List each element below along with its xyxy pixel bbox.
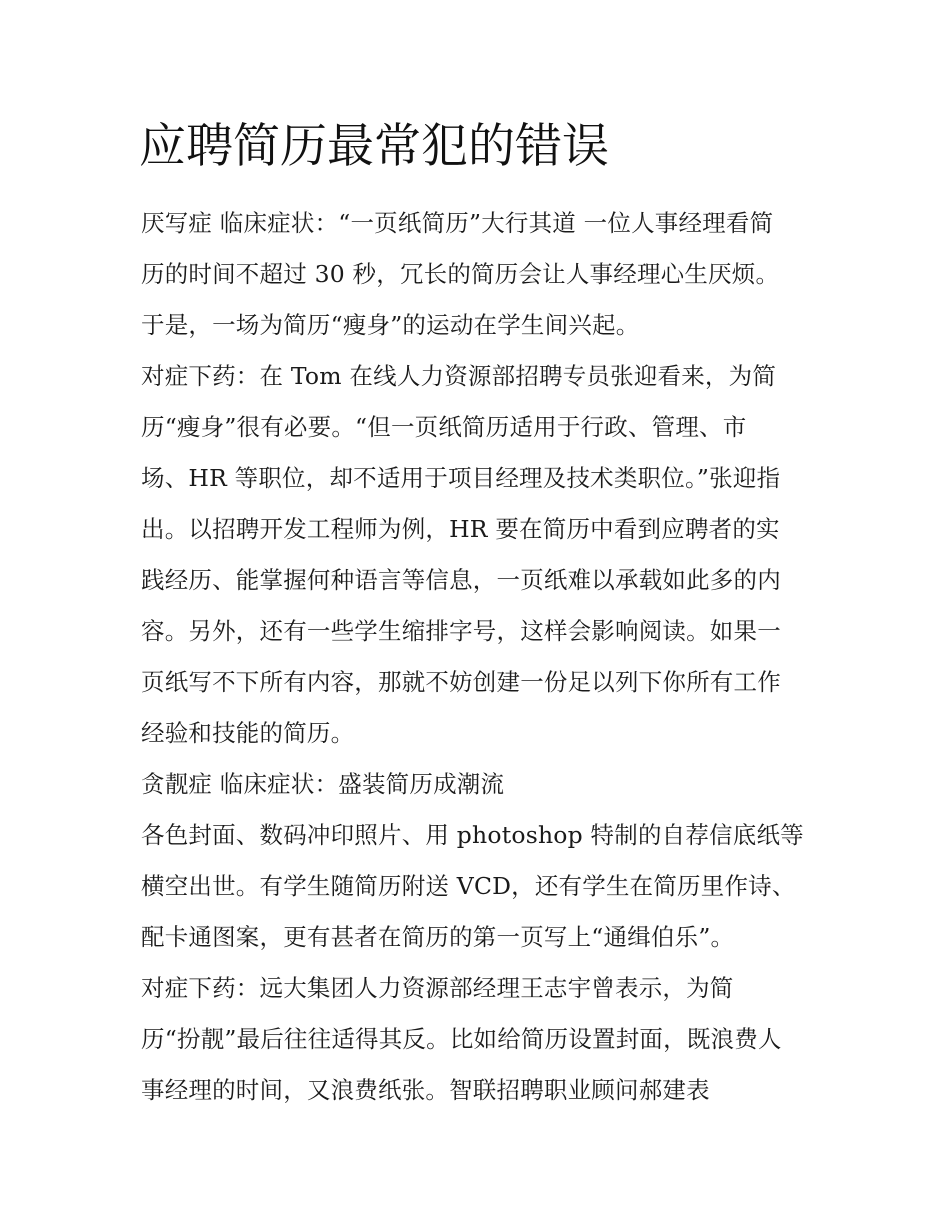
document-title: 应聘简历最常犯的错误: [139, 119, 609, 174]
body-line: 贪靓症 临床症状：盛装简历成潮流: [141, 770, 505, 798]
body-line: 于是，一场为简历“瘦身”的运动在学生间兴起。: [141, 311, 640, 339]
body-line: 配卡通图案，更有甚者在简历的第一页写上“通缉伯乐”。: [141, 923, 735, 951]
body-line: 践经历、能掌握何种语言等信息，一页纸难以承载如此多的内: [141, 566, 781, 594]
body-line: 历“扮靓”最后往往适得其反。比如给简历设置封面，既浪费人: [141, 1025, 782, 1053]
body-line: 场、HR 等职位，却不适用于项目经理及技术类职位。”张迎指: [141, 464, 781, 492]
body-line: 对症下药：在 Tom 在线人力资源部招聘专员张迎看来，为简: [141, 362, 777, 390]
body-line: 各色封面、数码冲印照片、用 photoshop 特制的自荐信底纸等: [141, 821, 804, 849]
body-line: 经验和技能的简历。: [141, 719, 355, 747]
body-line: 页纸写不下所有内容，那就不妨创建一份足以列下你所有工作: [141, 668, 781, 696]
document-body: [141, 198, 821, 1116]
body-line: 出。以招聘开发工程师为例，HR 要在简历中看到应聘者的实: [141, 515, 780, 543]
body-line: 厌写症 临床症状：“一页纸简历”大行其道 一位人事经理看简: [141, 209, 774, 237]
body-line: 横空出世。有学生随简历附送 VCD，还有学生在简历里作诗、: [141, 872, 796, 900]
body-line: 对症下药：远大集团人力资源部经理王志宇曾表示，为简: [141, 974, 734, 1002]
body-line: 容。另外，还有一些学生缩排字号，这样会影响阅读。如果一: [141, 617, 781, 645]
body-line: 事经理的时间，又浪费纸张。智联招聘职业顾问郝建表: [141, 1076, 710, 1104]
body-line: 历的时间不超过 30 秒，冗长的简历会让人事经理心生厌烦。: [141, 260, 780, 288]
body-line: 历“瘦身”很有必要。“但一页纸简历适用于行政、管理、市: [141, 413, 747, 441]
